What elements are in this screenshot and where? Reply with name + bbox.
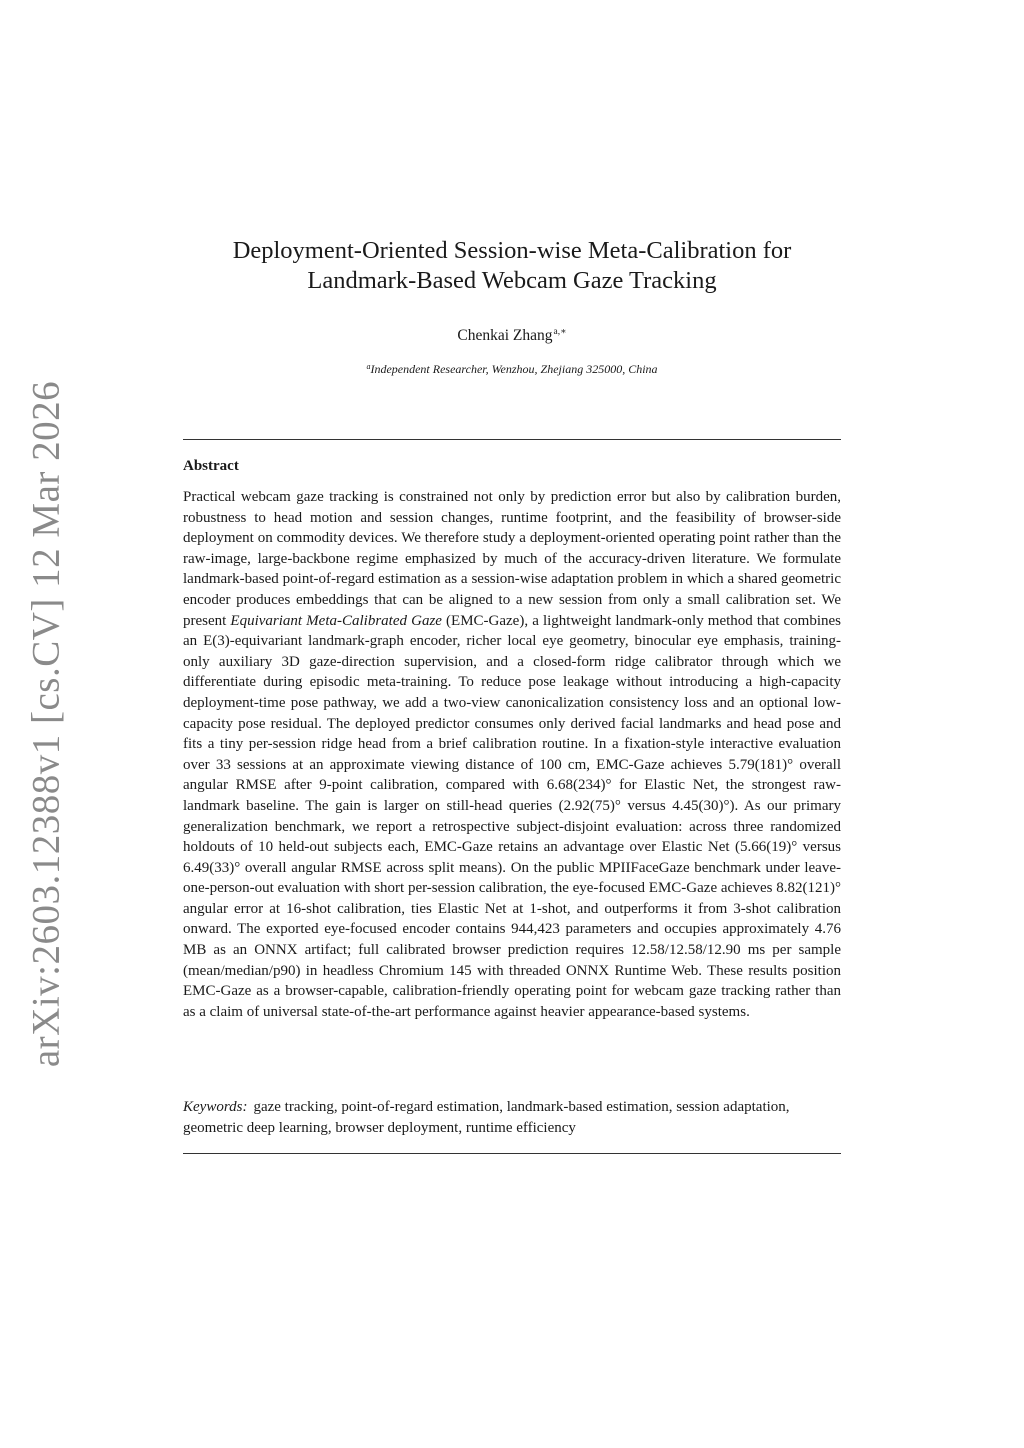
author-name: Chenkai Zhang — [457, 327, 553, 344]
abstract-body — [183, 487, 841, 1022]
author-line — [0, 326, 1024, 345]
paper-title — [0, 236, 1024, 296]
top-horizontal-rule — [183, 439, 841, 440]
author-marks: a,∗ — [553, 327, 567, 337]
abstract-heading: Abstract — [183, 458, 239, 474]
keywords-block — [183, 1097, 841, 1138]
abstract-text-part-2: (EMC-Gaze), a lightweight landmark-only method that combines an E(3)-equivariant landmark-graph encoder, richer local eye geometry, binocular eye emphasis, training-only auxiliary 3D gaze-direction supervision, and a closed-form ridge calibrator through which we differentiate during episodic meta-training. To reduce pose leakage without introducing a high-capacity deployment-time pose pathway, we add a two-view canonicalization consistency loss and an optional low-capacity pose residual. The deployed predictor consumes only derived facial landmarks and head pose and fits a tiny per-session ridge head from a brief calibration routine. In a fixation-style interactive evaluation over 33 sessions at an approximate viewing distance of 100 cm, EMC-Gaze achieves 5.79(181)° overall angular RMSE after 9-point calibration, compared with 6.68(234)° for Elastic Net, the strongest raw-landmark baseline. The gain is larger on still-head queries (2.92(75)° versus 4.45(30)°). As our primary generalization benchmark, we report a retrospective subject-disjoint evaluation: across three randomized holdouts of 10 held-out subjects each, EMC-Gaze retains an advantage over Elastic Net (5.66(19)° versus 6.49(33)° overall angular RMSE across split means). On the public MPIIFaceGaze benchmark under leave-one-person-out evaluation with short per-session calibration, the eye-focused EMC-Gaze achieves 8.82(121)° angular error at 16-shot calibration, ties Elastic Net at 1-shot, and outperforms it from 3-shot calibration onward. The exported eye-focused encoder contains 944,423 parameters and occupies approximately 4.76 MB as an ONNX artifact; full calibrated browser prediction requires 12.58/12.58/12.90 ms per sample (mean/median/p90) in headless Chromium 145 with threaded ONNX Runtime Web. These results position EMC-Gaze as a browser-capable, calibration-friendly operating point for webcam gaze tracking rather than as a claim of universal state-of-the-art performance against heavier appearance-based systems. — [183, 612, 841, 1020]
arxiv-identifier-stamp: arXiv:2603.12388v1 [cs.CV] 12 Mar 2026 — [24, 380, 68, 1068]
affiliation-line — [0, 362, 1024, 377]
paper-title-line-2: Landmark-Based Webcam Gaze Tracking — [307, 267, 717, 294]
keywords-label: Keywords: — [183, 1099, 248, 1115]
method-name: Equivariant Meta-Calibrated Gaze — [230, 612, 442, 629]
abstract-text-part-1: Practical webcam gaze tracking is constrained not only by prediction error but also by calibration burden, robustness to head motion and session changes, runtime footprint, and the feasibility of browser-side deployment on commodity devices. We therefore study a deployment-oriented operating point rather than the raw-image, large-backbone regime emphasized by much of the accuracy-driven literature. We formulate landmark-based point-of-regard estimation as a session-wise adaptation problem in which a shared geometric encoder produces embeddings that can be aligned to a new session from only a small calibration set. We present — [183, 489, 841, 629]
paper-title-line-1: Deployment-Oriented Session-wise Meta-Calibration for — [232, 237, 792, 264]
bottom-horizontal-rule — [183, 1153, 841, 1154]
keywords-text: gaze tracking, point-of-regard estimation, landmark-based estimation, session adaptation, geometric deep learning, browser deployment, runtime efficiency — [183, 1099, 790, 1136]
affiliation-text: Independent Researcher, Wenzhou, Zhejiang 325000, China — [370, 362, 658, 376]
affiliation-mark: a — [366, 362, 371, 371]
